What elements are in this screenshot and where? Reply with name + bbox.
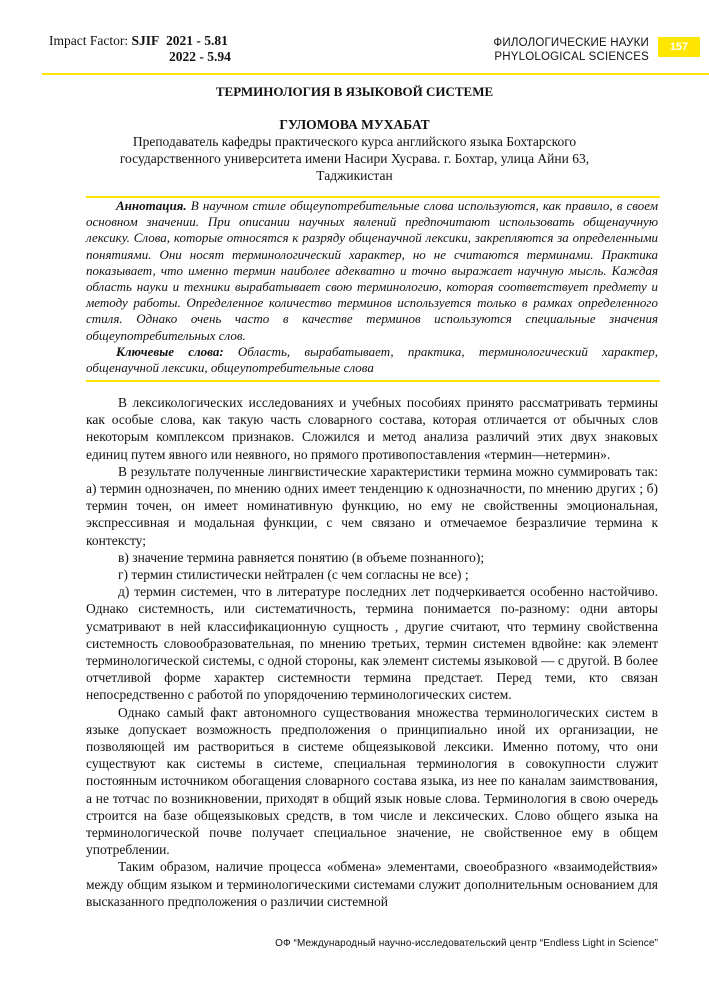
- article-body: [86, 394, 658, 910]
- journal-section-en: PHYLOLOGICAL SCIENCES: [494, 51, 649, 63]
- body-paragraph: г) термин стилистически нейтрален (с чем согласны не все) ;: [118, 567, 469, 583]
- sjif-2022: 2022 - 5.94: [169, 49, 231, 64]
- publisher-footer: ОФ “Международный научно-исследовательский центр “Endless Light in Science”: [275, 938, 658, 949]
- body-paragraph: В лексикологических исследованиях и учебных пособиях принято рассматривать термины как особые слова, как такую часть словарного состава, которая отличается от обычных слов некоторым комплексом признаков. Сложился и метод анализа различий этих двух знаковых единиц путем явного или неявного, но прямого противопоставления «термин—нетермин».: [86, 395, 658, 462]
- author-affiliation: Преподаватель кафедры практического курса английского языка Бохтарского государственного университета имени Насири Хусрава. г. Бохтар, улица Айни 63, Таджикистан: [119, 134, 590, 183]
- keywords-text: Область, вырабатывает, практика, терминологический характер, общенаучной лексики, общеупотребительные слова: [86, 343, 658, 376]
- article-title: ТЕРМИНОЛОГИЯ В ЯЗЫКОВОЙ СИСТЕМЕ: [215, 84, 494, 99]
- journal-section-ru: ФИЛОЛОГИЧЕСКИЕ НАУКИ: [493, 37, 649, 49]
- body-paragraph: В результате полученные лингвистические характеристики термина можно суммировать так: а) термин однозначен, по мнению одних имеет тенденцию к однозначности, по мнению других ; б) термин точен, он имеет номинативную функцию, но ему не свойственны эмоциональная, экспрессивная и модальная функции, с чем связано и отмечаемое безразличие термина к контексту;: [86, 463, 658, 548]
- abstract-paragraph: [86, 198, 658, 344]
- body-paragraph: в) значение термина равняется понятию (в объеме познанного);: [118, 549, 485, 565]
- body-paragraph: Таким образом, наличие процесса «обмена» элементами, своеобразного «взаимодействия» между общим языком и терминологическими системами служит дополнительным основанием для высказанного предположения о различии системной: [86, 859, 658, 909]
- abstract-label: Аннотация.: [116, 198, 187, 213]
- abstract-bottom-divider: [86, 380, 660, 382]
- sjif-label: SJIF: [131, 33, 160, 48]
- body-paragraph: д) термин системен, что в литературе последних лет подчеркивается особенно настойчиво. Однако системность, или систематичность, термина понимается по-разному: одни авторы усматривают в ней классификационную сущность , другие считают, что термину свойственна системность словообразовательная, по мнению третьих, термин системен вдвойне: как элемент терминологической системы, с одной стороны, как элемент системы языковой — с другой. В более отчетливой форме характер системности термина предстает. Перед теми, кто связан непосредственно с работой по упорядочению терминологических систем.: [86, 584, 658, 703]
- body-paragraph: Однако самый факт автономного существования множества терминологических систем в языке допускает возможность предположения о принципиально иной их организации, не позволяющей им раствориться в системе общеязыковой лексики. Именно потому, что они существуют как системы в системе, специальная терминология в совокупности служит постоянным источником обогащения словарного состава языка, из нее по каналам заимствования, а не тотчас по возникновении, приходят в общий язык новые слова. Терминология в свою очередь строится на базе общеязыковых средств, в том числе и лексических. Слово общего языка на терминологической почве получает специальное значение, не свойственное ему в общем употреблении.: [86, 704, 658, 858]
- abstract-text: В научном стиле общеупотребительные слова используются, как правило, в своем основном значении. При описании научных явлений предпочитают использовать общенаучную лексику. Слова, которые относятся к разряду общенаучной лексики, закрепляются за определенными понятиями. Они носят терминологический характер, но не считаются терминами. Практика показывает, что именно термин наиболее адекватно и точно выражает научную мысль. Каждая область науки и техники вырабатывает свою терминологию, которая соответствует предмету и методу работы. Определенное количество терминов используется только в рамках определенного стиля. Однако очень часто в качестве терминов используются специальные значения общеупотребительных слов.: [86, 198, 658, 343]
- page-number-badge: 157: [658, 37, 700, 57]
- header-divider: [42, 73, 709, 75]
- author-name: ГУЛОМОВА МУХАБАТ: [279, 117, 430, 132]
- sjif-2021: 2021 - 5.81: [166, 33, 228, 48]
- journal-section: [493, 36, 649, 64]
- keywords-paragraph: [86, 344, 658, 376]
- abstract-block: [86, 198, 658, 376]
- impact-factor-label: Impact Factor:: [49, 33, 129, 48]
- impact-factor-block: [49, 33, 231, 65]
- keywords-label: Ключевые слова:: [116, 343, 224, 359]
